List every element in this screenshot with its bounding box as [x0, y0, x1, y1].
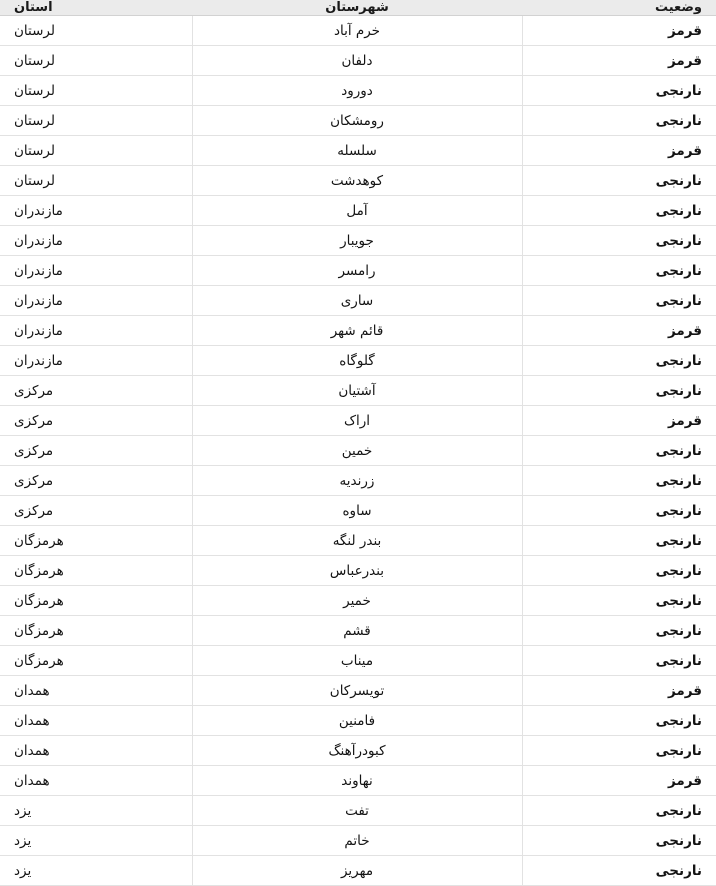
table-header	[0, 0, 716, 16]
status-badge: قرمز	[522, 16, 716, 46]
status-badge: نارنجی	[522, 436, 716, 466]
city-name: جویبار	[192, 226, 522, 256]
province-name: مرکزی	[0, 406, 192, 436]
city-name: خمین	[192, 436, 522, 466]
province-name: مازندران	[0, 196, 192, 226]
status-badge: نارنجی	[522, 586, 716, 616]
city-name: ساوه	[192, 496, 522, 526]
city-name: تویسرکان	[192, 676, 522, 706]
table-row	[0, 406, 716, 436]
table-body	[0, 16, 716, 886]
city-name: خرم آباد	[192, 16, 522, 46]
province-name: یزد	[0, 856, 192, 886]
status-badge: نارنجی	[522, 736, 716, 766]
status-badge: نارنجی	[522, 196, 716, 226]
province-name: همدان	[0, 706, 192, 736]
status-badge: نارنجی	[522, 616, 716, 646]
province-name: یزد	[0, 826, 192, 856]
province-name: هرمزگان	[0, 646, 192, 676]
city-name: خمیر	[192, 586, 522, 616]
status-badge: نارنجی	[522, 556, 716, 586]
column-header-city: شهرستان	[192, 0, 522, 16]
status-badge: نارنجی	[522, 526, 716, 556]
table-row	[0, 796, 716, 826]
status-badge: قرمز	[522, 676, 716, 706]
province-name: مازندران	[0, 226, 192, 256]
city-name: کوهدشت	[192, 166, 522, 196]
table-row	[0, 496, 716, 526]
city-name: رامسر	[192, 256, 522, 286]
status-badge: نارنجی	[522, 796, 716, 826]
table-row	[0, 616, 716, 646]
table-row	[0, 526, 716, 556]
province-name: هرمزگان	[0, 526, 192, 556]
province-name: همدان	[0, 736, 192, 766]
status-badge: نارنجی	[522, 706, 716, 736]
province-name: هرمزگان	[0, 586, 192, 616]
city-name: آشتیان	[192, 376, 522, 406]
province-name: لرستان	[0, 46, 192, 76]
table-header-row	[0, 0, 716, 16]
table-row	[0, 136, 716, 166]
table-row	[0, 766, 716, 796]
province-name: هرمزگان	[0, 556, 192, 586]
city-name: قائم شهر	[192, 316, 522, 346]
status-badge: نارنجی	[522, 106, 716, 136]
city-name: دورود	[192, 76, 522, 106]
table-row	[0, 376, 716, 406]
table-row	[0, 256, 716, 286]
status-badge: نارنجی	[522, 286, 716, 316]
status-badge: نارنجی	[522, 166, 716, 196]
table-row	[0, 196, 716, 226]
table-row	[0, 166, 716, 196]
province-name: مرکزی	[0, 496, 192, 526]
status-badge: نارنجی	[522, 826, 716, 856]
province-name: مرکزی	[0, 436, 192, 466]
table-row	[0, 346, 716, 376]
province-name: لرستان	[0, 106, 192, 136]
status-badge: نارنجی	[522, 466, 716, 496]
province-name: مرکزی	[0, 466, 192, 496]
status-badge: نارنجی	[522, 496, 716, 526]
table-row	[0, 826, 716, 856]
city-name: تفت	[192, 796, 522, 826]
status-badge: قرمز	[522, 766, 716, 796]
province-name: لرستان	[0, 136, 192, 166]
status-badge: قرمز	[522, 406, 716, 436]
province-name: لرستان	[0, 166, 192, 196]
province-name: لرستان	[0, 16, 192, 46]
province-name: همدان	[0, 766, 192, 796]
city-name: اراک	[192, 406, 522, 436]
city-name: زرندیه	[192, 466, 522, 496]
city-name: فامنین	[192, 706, 522, 736]
status-badge: نارنجی	[522, 646, 716, 676]
table-row	[0, 676, 716, 706]
table-row	[0, 316, 716, 346]
city-name: بندرعباس	[192, 556, 522, 586]
status-badge: نارنجی	[522, 376, 716, 406]
table-row	[0, 646, 716, 676]
table-row	[0, 436, 716, 466]
city-name: میناب	[192, 646, 522, 676]
city-name: سلسله	[192, 136, 522, 166]
city-name: قشم	[192, 616, 522, 646]
status-badge: قرمز	[522, 316, 716, 346]
city-name: آمل	[192, 196, 522, 226]
table-row	[0, 556, 716, 586]
table-row	[0, 466, 716, 496]
table-row	[0, 736, 716, 766]
table-row	[0, 286, 716, 316]
province-name: همدان	[0, 676, 192, 706]
status-badge: نارنجی	[522, 856, 716, 886]
status-badge: نارنجی	[522, 226, 716, 256]
status-badge: قرمز	[522, 46, 716, 76]
province-name: هرمزگان	[0, 616, 192, 646]
table-row	[0, 706, 716, 736]
city-name: ساری	[192, 286, 522, 316]
table-row	[0, 856, 716, 886]
province-name: مازندران	[0, 256, 192, 286]
province-name: مازندران	[0, 346, 192, 376]
province-name: مرکزی	[0, 376, 192, 406]
status-badge: نارنجی	[522, 346, 716, 376]
city-name: رومشکان	[192, 106, 522, 136]
city-name: خاتم	[192, 826, 522, 856]
table-row	[0, 76, 716, 106]
province-name: مازندران	[0, 286, 192, 316]
city-name: بندر لنگه	[192, 526, 522, 556]
city-name: مهریز	[192, 856, 522, 886]
table-row	[0, 16, 716, 46]
table-row	[0, 46, 716, 76]
province-name: مازندران	[0, 316, 192, 346]
status-badge: قرمز	[522, 136, 716, 166]
province-name: لرستان	[0, 76, 192, 106]
city-name: گلوگاه	[192, 346, 522, 376]
column-header-province: استان	[0, 0, 192, 16]
city-name: نهاوند	[192, 766, 522, 796]
table-row	[0, 586, 716, 616]
city-name: دلفان	[192, 46, 522, 76]
column-header-status: وضعیت	[522, 0, 716, 16]
table-row	[0, 226, 716, 256]
status-badge: نارنجی	[522, 76, 716, 106]
table-row	[0, 106, 716, 136]
province-name: یزد	[0, 796, 192, 826]
city-name: کبودرآهنگ	[192, 736, 522, 766]
status-badge: نارنجی	[522, 256, 716, 286]
